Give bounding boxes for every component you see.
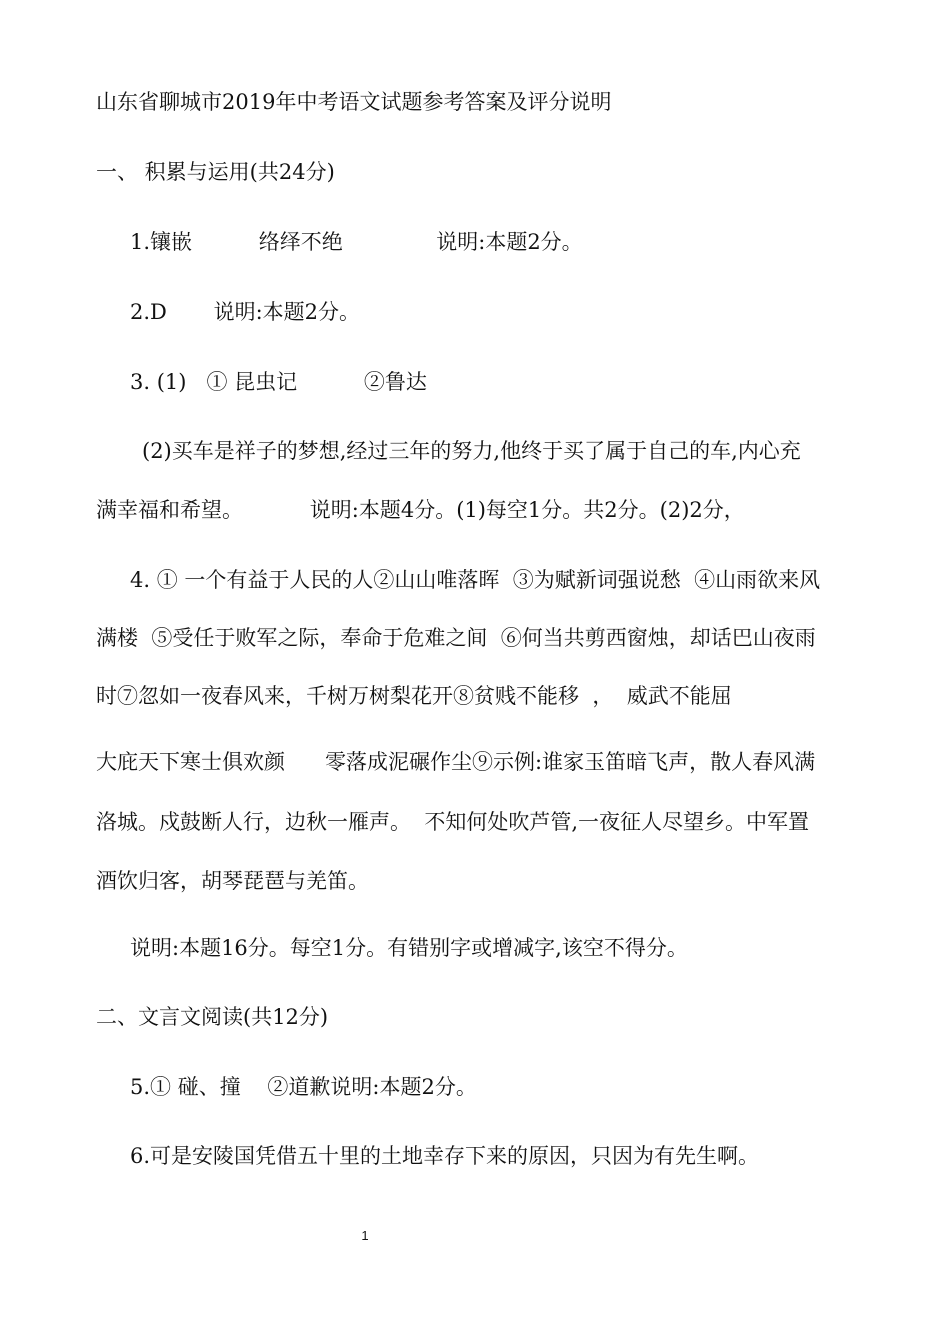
- answer-4-line-4: 大庇天下寒士俱欢颜 零落成泥碾作尘⑨示例:谁家玉笛暗飞声，散人春风满: [96, 750, 816, 774]
- answer-6: 6.可是安陵国凭借五十里的土地幸存下来的原因，只因为有先生啊。: [130, 1144, 760, 1168]
- answer-4-line-1: 4. ① 一个有益于人民的人②山山唯落晖 ③为赋新词强说愁 ④山雨欲来风: [130, 568, 821, 592]
- answer-4-line-5: 洛城。戍鼓断人行，边秋一雁声。 不知何处吹芦管,一夜征人尽望乡。中军置: [96, 810, 810, 834]
- answer-4-line-3: 时⑦忽如一夜春风来，千树万树梨花开⑧贫贱不能移 ， 威武不能屈: [96, 684, 732, 708]
- answer-4-line-2: 满楼 ⑤受任于败军之际，奉命于危难之间 ⑥何当共剪西窗烛，却话巴山夜雨: [96, 626, 816, 650]
- answer-3-part-2: (2)买车是祥子的梦想,经过三年的努力,他终于买了属于自己的车,内心充: [142, 439, 801, 463]
- section-heading-classical-chinese: 二、文言文阅读(共12分): [96, 1005, 329, 1029]
- answer-4-scoring-note: 说明:本题16分。每空1分。有错别字或增减字,该空不得分。: [130, 936, 688, 960]
- section-heading-accumulation: 一、 积累与运用(共24分): [96, 160, 335, 184]
- answer-4-line-6: 酒饮归客，胡琴琵琶与羌笛。: [96, 869, 369, 893]
- answer-1: 1.镶嵌 络绎不绝 说明:本题2分。: [130, 230, 583, 254]
- answer-3-part-2-continued: 满幸福和希望。 说明:本题4分。(1)每空1分。共2分。(2)2分，: [96, 498, 745, 522]
- answer-3-part-1: 3. (1) ① 昆虫记 ②鲁达: [130, 370, 427, 394]
- document-title: 山东省聊城市2019年中考语文试题参考答案及评分说明: [96, 90, 612, 114]
- answer-2: 2.D 说明:本题2分。: [130, 300, 361, 324]
- page-number: 1: [361, 1228, 369, 1243]
- answer-5: 5.① 碰、撞 ②道歉说明:本题2分。: [130, 1075, 477, 1099]
